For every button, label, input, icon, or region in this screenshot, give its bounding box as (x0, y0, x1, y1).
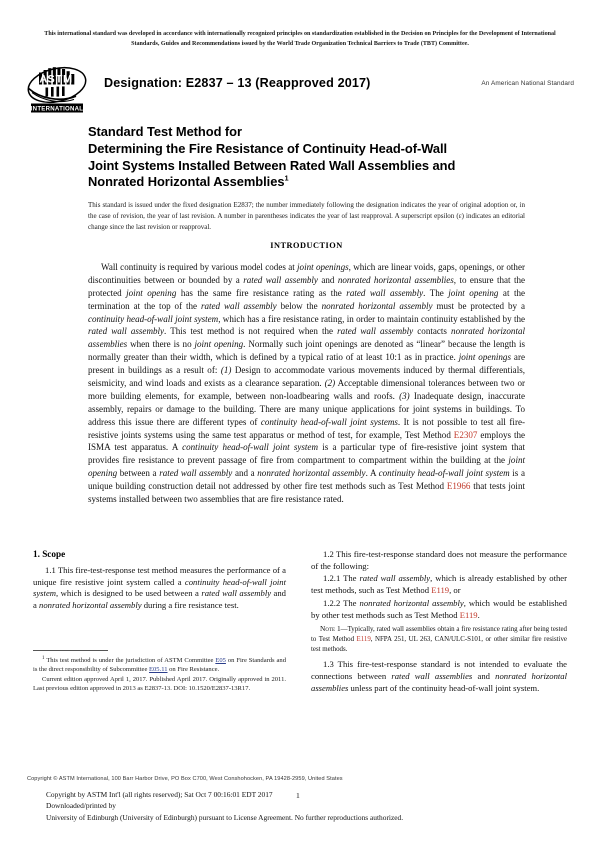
para-t: during a fire resistance test. (141, 600, 239, 611)
term-rated-wall-assembly: rated wall assembly (159, 468, 233, 479)
footnote-block (33, 650, 286, 694)
intro-t: . The (423, 287, 449, 298)
astm-logo-wordmark: INTERNATIONAL (30, 105, 84, 113)
intro-t: Design to accommodate various movements induced by thermal differentials, seismicity, and wind loads and exists as a clearance separation. (88, 365, 525, 389)
tbt-banner: This international standard was developed in accordance with internationally recognized principles on standardization established in the Decision on Principles for the Development of International Standards, Guides and Recommendations issued by the World Trade Organization Technical Barriers to Trade (TBT) Committee. (44, 31, 556, 48)
term-rated-wall-assembly: rated wall assembly (346, 287, 424, 298)
intro-t: , which are linear voids, gaps, openings, or other discontinuities between or bounded by a (88, 262, 525, 285)
term-rated-wall-assembly: rated wall assembly (201, 588, 272, 599)
intro-t: must be protected by a (432, 300, 525, 311)
term-joint-openings: joint openings (458, 352, 511, 363)
term-rated-wall-assembly: rated wall assembly (359, 573, 431, 584)
term-nonrated-horizontal-assemblies: nonrated horizontal assemblies (337, 274, 454, 285)
link-e2307[interactable]: E2307 (453, 429, 478, 440)
intro-t: has the same fire resistance rating as the (176, 287, 347, 298)
title-line-1: Standard Test Method for (88, 124, 242, 139)
issued-under-note: This standard is issued under the fixed designation E2837; the number immediately following the designation indicates the year of original adoption or, in the case of revision, the year of last revision. A number in parentheses indicates the year of last reapproval. A superscript epsilon (ε) indicates an editorial change since the last revision or reapproval. (88, 201, 525, 232)
term-continuity-hw-joint-systems: continuity head-of-wall joint systems (260, 416, 398, 427)
term-rated-wall-assembly: rated wall assembly (88, 326, 165, 337)
download-line-1: Copyright by ASTM Int'l (all rights reserved); Sat Oct 7 00:16:01 EDT 2017 (46, 790, 273, 799)
svg-text:M: M (63, 73, 73, 86)
link-e119[interactable]: E119 (431, 585, 450, 596)
note-t: —Typically, rated wall assemblies obtain a fire resistance rating after being tested to Test Method (311, 626, 567, 643)
intro-t: is a unique building construction detail not addressed by other fire test methods such as Test Method (88, 468, 525, 492)
fn-t: This test method is under the jurisdiction of ASTM Committee (46, 657, 216, 664)
term-continuity-hw-joint-system: continuity head-of-wall joint system (88, 313, 219, 324)
para-t: unless part of the continuity head-of-wall joint system. (348, 682, 540, 693)
intro-t: . Normally such joint openings are denoted as “linear” because the length is normally greater than their width, which is defined by a typical ratio of at least 10:1 as in practice. (88, 339, 525, 363)
footnote-separator (33, 650, 108, 651)
link-e119[interactable]: E119 (356, 635, 371, 643)
term-joint-opening: joint opening (88, 455, 525, 479)
para-t: and a (33, 588, 286, 611)
intro-enum-1: (1) (220, 365, 232, 376)
term-nonrated-horizontal-assembly: nonrated horizontal assembly (359, 597, 464, 608)
svg-text:T: T (55, 73, 63, 86)
intro-enum-3: (3) (399, 390, 410, 401)
para-t: 1.2.1 The (323, 573, 360, 584)
intro-t: , which has a fire resistance rating, in order to maintain continuity established by the (218, 313, 525, 324)
para-t: , which would be established by other test methods such as Test Method (311, 597, 567, 620)
designation-text: Designation: E2837 – 13 (Reapproved 2017) (104, 76, 371, 90)
term-nonrated-horizontal-assembly: nonrated horizontal assembly (39, 600, 142, 611)
svg-text:A: A (39, 73, 48, 86)
term-joint-opening: joint opening (126, 287, 177, 298)
para-t: 1.2.2 The (323, 597, 360, 608)
link-e05[interactable]: E05 (215, 657, 226, 664)
para-t: 1.3 This fire-test-response standard is not intended to evaluate the connections between (311, 659, 567, 681)
fn-t: on Fire Standards and is the direct responsibility of Subcommittee (33, 657, 286, 674)
paragraph-1-2: 1.2 This fire-test-response standard does not measure the performance of the following: (311, 549, 567, 571)
intro-t: below the (276, 300, 322, 311)
term-nonrated-horizontal-assemblies: nonrated horizontal assemblies (311, 671, 568, 693)
link-e1966[interactable]: E1966 (446, 481, 471, 492)
intro-t: and a (232, 468, 258, 479)
link-e05-11[interactable]: E05.11 (149, 666, 168, 674)
download-line-2: Downloaded/printed by (46, 801, 116, 811)
term-nonrated-horizontal-assembly: nonrated horizontal assembly (321, 300, 433, 311)
section-heading-scope: 1. Scope (33, 549, 66, 559)
term-rated-wall-assembly: rated wall assembly (200, 300, 277, 311)
title-footnote-marker: 1 (284, 174, 289, 183)
para-t: , or (449, 585, 461, 596)
term-nonrated-horizontal-assemblies: nonrated horizontal assemblies (88, 326, 526, 350)
para-t: 1.1 This fire-test-response test method measures the performance of a unique fire resistive joint system called a (33, 565, 286, 587)
download-line-3: University of Edinburgh (University of Edinburgh) pursuant to License Agreement. No further reproductions authorized. (46, 812, 404, 822)
intro-t: Wall continuity is required by various model codes at (101, 262, 298, 272)
term-continuity-hw-joint-system: continuity head-of-wall joint system (182, 442, 318, 453)
column-right (311, 549, 567, 695)
introduction-body (88, 261, 525, 506)
footnote-jurisdiction (33, 656, 286, 675)
page-title (88, 124, 528, 191)
intro-enum-2: (2) (324, 378, 336, 389)
term-joint-opening: joint opening (194, 339, 244, 350)
para-t: . (477, 609, 480, 620)
intro-t: are present in buildings as a result of: (88, 352, 525, 376)
note-1 (311, 624, 567, 654)
term-continuity-hw-joint-system: continuity head-of-wall joint system (378, 468, 510, 479)
download-stamp (46, 789, 566, 823)
term-nonrated-horizontal-assembly: nonrated horizontal assembly (257, 468, 366, 479)
astm-logo-icon (26, 66, 88, 114)
term-rated-wall-assembly: rated wall assembly (337, 326, 414, 337)
footnote-edition: Current edition approved April 1, 2017. Published April 2017. Originally approved in 2011. Last previous edition approved in 2013 as E2837-13. DOI: 10.1520/E2837-13R17. (33, 675, 286, 693)
title-line-4: Nonrated Horizontal Assemblies (88, 174, 285, 190)
intro-t: . This test method is not required when the (164, 326, 338, 337)
title-line-2: Determining the Fire Resistance of Continuity Head-of-Wall (88, 140, 448, 156)
intro-t: when there is no (127, 339, 195, 350)
term-rated-wall-assembly: rated wall assembly (243, 274, 318, 285)
link-e119[interactable]: E119 (459, 609, 478, 620)
ansi-note: An American National Standard (481, 80, 574, 87)
page-number: 1 (296, 791, 300, 800)
svg-text:S: S (47, 73, 55, 86)
intro-t: employs the ISMA test apparatus. A (88, 429, 526, 453)
para-t: , which is designed to be used between a (56, 588, 202, 599)
intro-t: , to ensure that the protected (88, 274, 525, 298)
paragraph-1-2-2 (311, 598, 567, 621)
para-t: , which is already established by other test methods, such as Test Method (311, 573, 567, 596)
term-rated-wall-assemblies: rated wall assemblies (391, 671, 473, 681)
designation-header (26, 66, 574, 116)
intro-t: Inadequate design, inaccurate assembly, repairs or damage to the building. There are many unique applications for joint systems in buildings. To address this issue there are different types of (88, 390, 525, 427)
para-t: and (472, 671, 496, 681)
intro-t: Acceptable dimensional tolerances between two or more building elements, for example, between non-loadbearing walls and roofs. (88, 378, 525, 401)
copyright-notice: Copyright © ASTM International, 100 Barr Harbor Drive, PO Box C700, West Conshohocken, PA 19428-2959, United States (27, 776, 343, 782)
intro-t: and (317, 274, 338, 285)
footnote-marker: 1 (42, 655, 45, 661)
intro-t: . A (365, 468, 379, 479)
intro-t: at the termination at the top of the (88, 287, 525, 311)
note-label: Note 1 (320, 624, 341, 634)
note-t: , NFPA 251, UL 263, CAN/ULC-S101, or other similar fire resistive test methods. (311, 635, 567, 653)
column-left (33, 549, 286, 613)
paragraph-1-2-1 (311, 573, 567, 596)
introduction-heading: INTRODUCTION (270, 241, 343, 250)
intro-t: is a particular type of fire-resistive joint system that provides fire resistance to prevent passage of fire from compartment to compartment within the building at the (88, 442, 525, 466)
fn-t: on Fire Resistance. (167, 666, 220, 674)
intro-t: that tests joint systems installed between two assemblies that are fire resistance rated. (88, 481, 525, 505)
intro-t: . It is not possible to test all fire-resistive joints systems using the same test apparatus or method of test, for example, Test Method (88, 416, 525, 440)
intro-t: contacts (413, 326, 452, 337)
term-continuity-hw-joint-system: continuity head-of-wall joint system (33, 576, 286, 599)
paragraph-1-3 (311, 659, 567, 694)
title-line-3: Joint Systems Installed Between Rated Wall Assemblies and (88, 157, 456, 173)
term-joint-opening: joint opening (448, 287, 499, 298)
intro-t: between a (117, 468, 160, 479)
paragraph-1-1 (33, 565, 286, 612)
term-joint-openings: joint openings (297, 262, 349, 272)
